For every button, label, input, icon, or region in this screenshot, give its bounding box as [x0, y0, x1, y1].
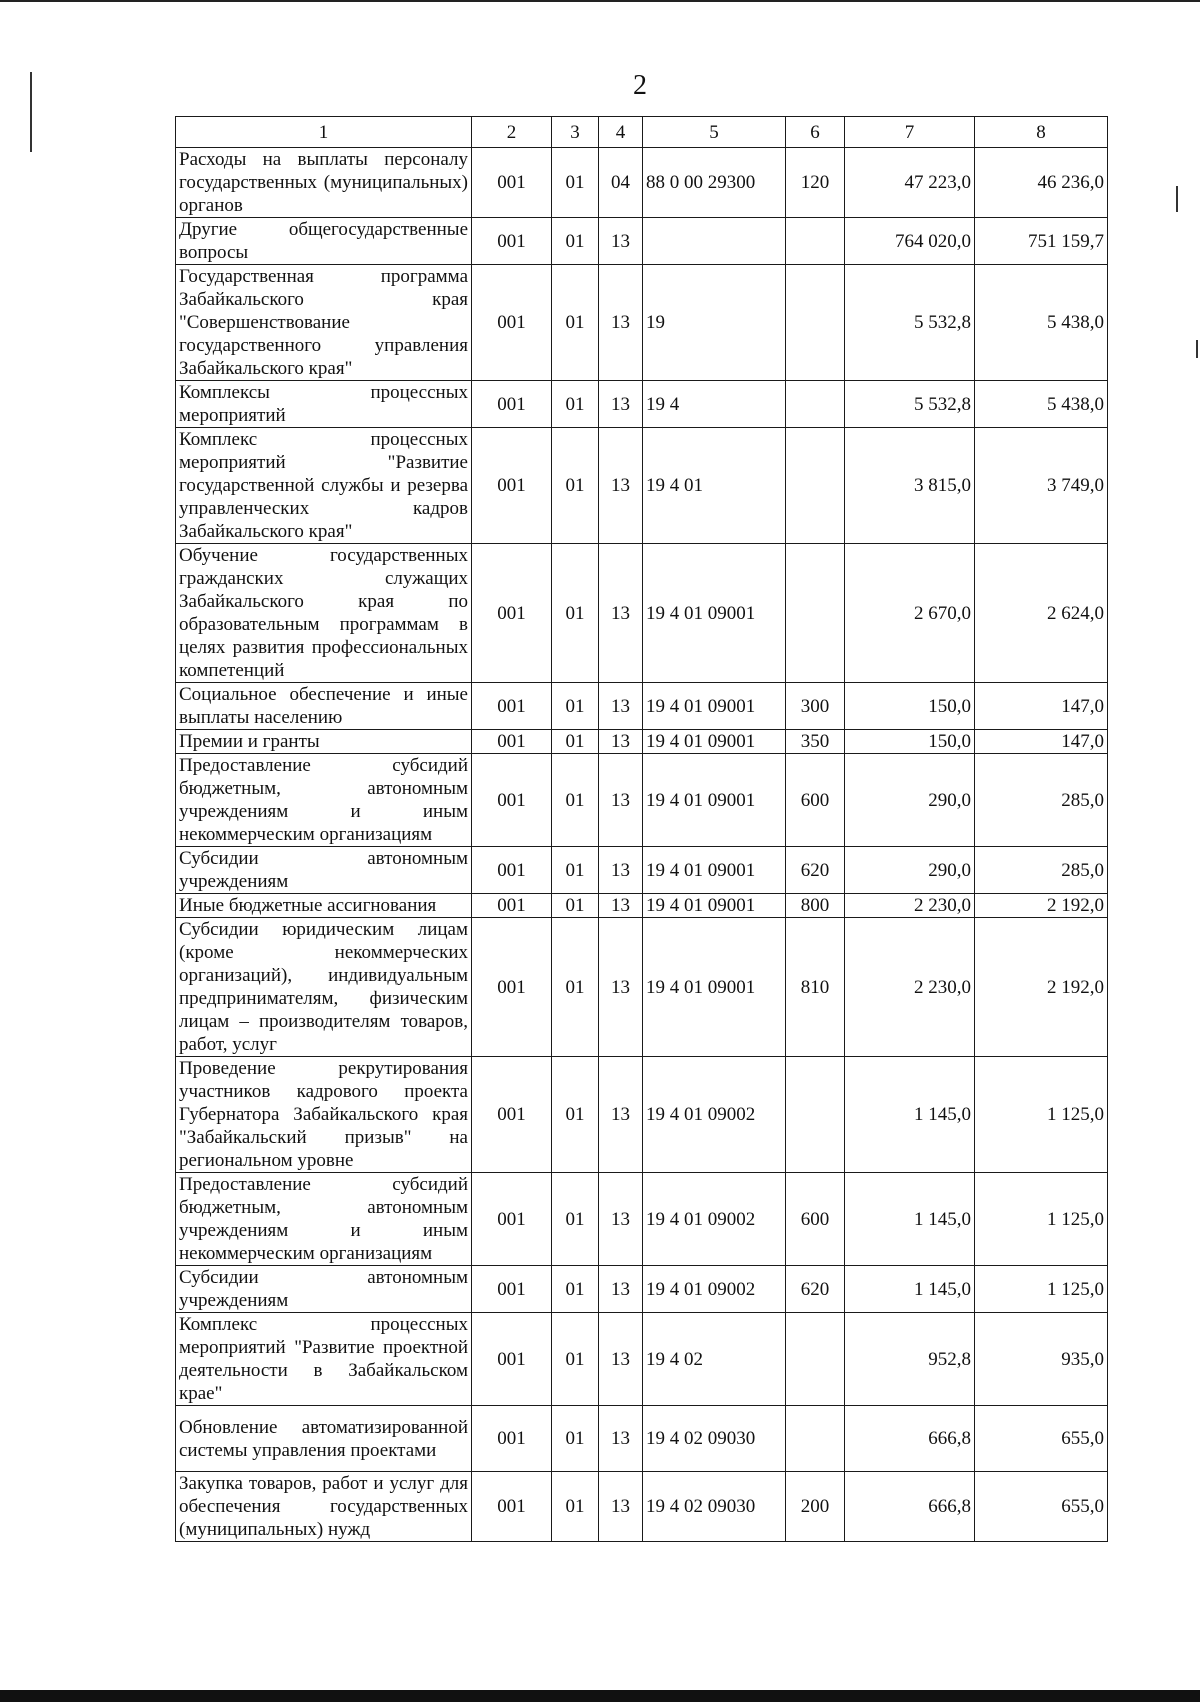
- expense-type-code: 600: [786, 1173, 845, 1266]
- expense-type-code: [786, 1313, 845, 1406]
- admin-code: 001: [472, 1313, 552, 1406]
- subsection-code: 13: [599, 1472, 643, 1542]
- amount-col7: 2 670,0: [845, 544, 975, 683]
- expense-type-code: 350: [786, 730, 845, 754]
- section-code: 01: [552, 1313, 599, 1406]
- section-code: 01: [552, 148, 599, 218]
- row-name: Комплекс процессных мероприятий "Развитие проектной деятельности в Забайкальском крае": [176, 1313, 472, 1406]
- budget-table: [175, 116, 1108, 1542]
- admin-code: 001: [472, 730, 552, 754]
- table-header: [176, 117, 1108, 148]
- table-row: [176, 683, 1108, 730]
- column-header: 3: [552, 117, 599, 148]
- target-code: 19 4 01 09001: [643, 894, 786, 918]
- row-name: Субсидии автономным учреждениям: [176, 847, 472, 894]
- subsection-code: 13: [599, 847, 643, 894]
- section-code: 01: [552, 1266, 599, 1313]
- admin-code: 001: [472, 1173, 552, 1266]
- subsection-code: 13: [599, 265, 643, 381]
- section-code: 01: [552, 218, 599, 265]
- row-name: Обновление автоматизированной системы управления проектами: [176, 1406, 472, 1472]
- row-name: Премии и гранты: [176, 730, 472, 754]
- amount-col8: 285,0: [975, 847, 1108, 894]
- amount-col7: 47 223,0: [845, 148, 975, 218]
- row-name: Комплексы процессных мероприятий: [176, 381, 472, 428]
- table-row: [176, 544, 1108, 683]
- amount-col7: 952,8: [845, 1313, 975, 1406]
- amount-col8: 3 749,0: [975, 428, 1108, 544]
- amount-col7: 1 145,0: [845, 1057, 975, 1173]
- amount-col8: 2 192,0: [975, 894, 1108, 918]
- row-name: Иные бюджетные ассигнования: [176, 894, 472, 918]
- scan-margin-mark: [1196, 340, 1198, 358]
- admin-code: 001: [472, 381, 552, 428]
- subsection-code: 13: [599, 918, 643, 1057]
- target-code: 19 4 01 09001: [643, 847, 786, 894]
- admin-code: 001: [472, 1057, 552, 1173]
- section-code: 01: [552, 1057, 599, 1173]
- amount-col7: 764 020,0: [845, 218, 975, 265]
- amount-col8: 5 438,0: [975, 265, 1108, 381]
- expense-type-code: 620: [786, 847, 845, 894]
- section-code: 01: [552, 1472, 599, 1542]
- amount-col7: 2 230,0: [845, 894, 975, 918]
- expense-type-code: 800: [786, 894, 845, 918]
- expense-type-code: 810: [786, 918, 845, 1057]
- admin-code: 001: [472, 683, 552, 730]
- row-name: Другие общегосударственные вопросы: [176, 218, 472, 265]
- admin-code: 001: [472, 1472, 552, 1542]
- amount-col8: 147,0: [975, 683, 1108, 730]
- target-code: [643, 218, 786, 265]
- section-code: 01: [552, 265, 599, 381]
- admin-code: 001: [472, 1266, 552, 1313]
- table-row: [176, 1313, 1108, 1406]
- expense-type-code: [786, 218, 845, 265]
- section-code: 01: [552, 1406, 599, 1472]
- expense-type-code: [786, 265, 845, 381]
- subsection-code: 13: [599, 1057, 643, 1173]
- admin-code: 001: [472, 265, 552, 381]
- table-row: [176, 148, 1108, 218]
- expense-type-code: [786, 1406, 845, 1472]
- amount-col8: 1 125,0: [975, 1266, 1108, 1313]
- target-code: 19 4: [643, 381, 786, 428]
- amount-col8: 285,0: [975, 754, 1108, 847]
- row-name: Субсидии автономным учреждениям: [176, 1266, 472, 1313]
- section-code: 01: [552, 730, 599, 754]
- amount-col8: 46 236,0: [975, 148, 1108, 218]
- row-name: Обучение государственных гражданских служащих Забайкальского края по образовательным программам в целях развития профессиональных компетенций: [176, 544, 472, 683]
- amount-col8: 2 624,0: [975, 544, 1108, 683]
- admin-code: 001: [472, 544, 552, 683]
- target-code: 19 4 01 09001: [643, 918, 786, 1057]
- section-code: 01: [552, 544, 599, 683]
- admin-code: 001: [472, 754, 552, 847]
- section-code: 01: [552, 847, 599, 894]
- table-row: [176, 428, 1108, 544]
- scan-margin-mark: [30, 72, 32, 152]
- expense-type-code: 600: [786, 754, 845, 847]
- row-name: Закупка товаров, работ и услуг для обеспечения государственных (муниципальных) нужд: [176, 1472, 472, 1542]
- amount-col8: 935,0: [975, 1313, 1108, 1406]
- admin-code: 001: [472, 918, 552, 1057]
- amount-col7: 5 532,8: [845, 265, 975, 381]
- table-row: [176, 1266, 1108, 1313]
- amount-col8: 655,0: [975, 1406, 1108, 1472]
- target-code: 19 4 01 09002: [643, 1057, 786, 1173]
- column-header: 8: [975, 117, 1108, 148]
- amount-col7: 290,0: [845, 847, 975, 894]
- table-row: [176, 1173, 1108, 1266]
- amount-col7: 150,0: [845, 730, 975, 754]
- section-code: 01: [552, 428, 599, 544]
- subsection-code: 13: [599, 428, 643, 544]
- amount-col8: 147,0: [975, 730, 1108, 754]
- subsection-code: 13: [599, 730, 643, 754]
- admin-code: 001: [472, 1406, 552, 1472]
- column-header: 6: [786, 117, 845, 148]
- table-body: [176, 148, 1108, 1542]
- row-name: Социальное обеспечение и иные выплаты населению: [176, 683, 472, 730]
- table-row: [176, 918, 1108, 1057]
- section-code: 01: [552, 894, 599, 918]
- target-code: 19 4 01: [643, 428, 786, 544]
- amount-col7: 290,0: [845, 754, 975, 847]
- table-row: [176, 1057, 1108, 1173]
- column-header: 4: [599, 117, 643, 148]
- admin-code: 001: [472, 894, 552, 918]
- subsection-code: 13: [599, 1406, 643, 1472]
- expense-type-code: 120: [786, 148, 845, 218]
- subsection-code: 13: [599, 754, 643, 847]
- row-name: Предоставление субсидий бюджетным, автономным учреждениям и иным некоммерческим организациям: [176, 1173, 472, 1266]
- amount-col8: 1 125,0: [975, 1173, 1108, 1266]
- table-row: [176, 894, 1108, 918]
- amount-col7: 1 145,0: [845, 1173, 975, 1266]
- section-code: 01: [552, 918, 599, 1057]
- admin-code: 001: [472, 218, 552, 265]
- target-code: 19 4 01 09001: [643, 730, 786, 754]
- table-row: [176, 847, 1108, 894]
- admin-code: 001: [472, 847, 552, 894]
- target-code: 19 4 02 09030: [643, 1472, 786, 1542]
- target-code: 88 0 00 29300: [643, 148, 786, 218]
- expense-type-code: [786, 428, 845, 544]
- target-code: 19 4 01 09001: [643, 683, 786, 730]
- target-code: 19 4 02 09030: [643, 1406, 786, 1472]
- target-code: 19 4 01 09001: [643, 754, 786, 847]
- row-name: Субсидии юридическим лицам (кроме некоммерческих организаций), индивидуальным предпринимателям, физическим лицам – производителям товаров, работ, услуг: [176, 918, 472, 1057]
- column-header: 5: [643, 117, 786, 148]
- subsection-code: 04: [599, 148, 643, 218]
- target-code: 19 4 01 09002: [643, 1173, 786, 1266]
- column-header: 1: [176, 117, 472, 148]
- row-name: Проведение рекрутирования участников кадрового проекта Губернатора Забайкальского края "Забайкальский призыв" на региональном уровне: [176, 1057, 472, 1173]
- amount-col7: 1 145,0: [845, 1266, 975, 1313]
- column-header: 7: [845, 117, 975, 148]
- table-row: [176, 1406, 1108, 1472]
- target-code: 19: [643, 265, 786, 381]
- subsection-code: 13: [599, 544, 643, 683]
- table-row: [176, 265, 1108, 381]
- header-row: [176, 117, 1108, 148]
- amount-col7: 5 532,8: [845, 381, 975, 428]
- expense-type-code: [786, 381, 845, 428]
- table-row: [176, 730, 1108, 754]
- amount-col7: 666,8: [845, 1472, 975, 1542]
- table-row: [176, 381, 1108, 428]
- row-name: Расходы на выплаты персоналу государственных (муниципальных) органов: [176, 148, 472, 218]
- target-code: 19 4 01 09002: [643, 1266, 786, 1313]
- expense-type-code: 200: [786, 1472, 845, 1542]
- amount-col8: 2 192,0: [975, 918, 1108, 1057]
- amount-col7: 3 815,0: [845, 428, 975, 544]
- section-code: 01: [552, 683, 599, 730]
- expense-type-code: [786, 1057, 845, 1173]
- section-code: 01: [552, 1173, 599, 1266]
- scan-margin-mark: [1176, 186, 1178, 212]
- scan-bottom-edge: [0, 1690, 1200, 1702]
- row-name: Предоставление субсидий бюджетным, автономным учреждениям и иным некоммерческим организациям: [176, 754, 472, 847]
- page-number: 2: [633, 70, 647, 101]
- row-name: Комплекс процессных мероприятий "Развитие государственной службы и резерва управленческих кадров Забайкальского края": [176, 428, 472, 544]
- subsection-code: 13: [599, 1173, 643, 1266]
- scan-top-edge: [0, 0, 1200, 2]
- amount-col8: 751 159,7: [975, 218, 1108, 265]
- expense-type-code: [786, 544, 845, 683]
- table-row: [176, 1472, 1108, 1542]
- section-code: 01: [552, 381, 599, 428]
- section-code: 01: [552, 754, 599, 847]
- row-name: Государственная программа Забайкальского края "Совершенствование государственного управления Забайкальского края": [176, 265, 472, 381]
- amount-col8: 655,0: [975, 1472, 1108, 1542]
- amount-col7: 2 230,0: [845, 918, 975, 1057]
- subsection-code: 13: [599, 683, 643, 730]
- table-row: [176, 754, 1108, 847]
- amount-col8: 1 125,0: [975, 1057, 1108, 1173]
- amount-col7: 666,8: [845, 1406, 975, 1472]
- amount-col7: 150,0: [845, 683, 975, 730]
- column-header: 2: [472, 117, 552, 148]
- expense-type-code: 620: [786, 1266, 845, 1313]
- admin-code: 001: [472, 148, 552, 218]
- subsection-code: 13: [599, 1313, 643, 1406]
- amount-col8: 5 438,0: [975, 381, 1108, 428]
- subsection-code: 13: [599, 381, 643, 428]
- subsection-code: 13: [599, 894, 643, 918]
- expense-type-code: 300: [786, 683, 845, 730]
- subsection-code: 13: [599, 218, 643, 265]
- admin-code: 001: [472, 428, 552, 544]
- subsection-code: 13: [599, 1266, 643, 1313]
- table-row: [176, 218, 1108, 265]
- target-code: 19 4 01 09001: [643, 544, 786, 683]
- target-code: 19 4 02: [643, 1313, 786, 1406]
